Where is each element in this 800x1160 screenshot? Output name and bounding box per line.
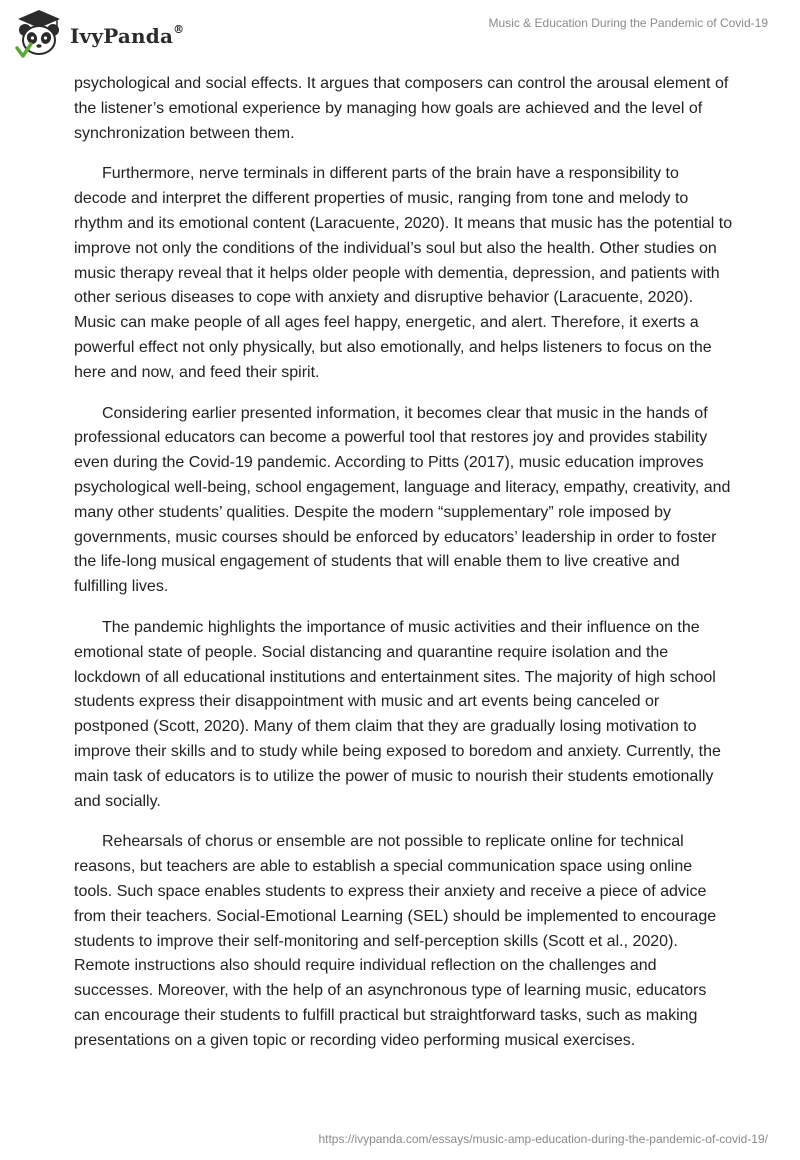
paragraph: Furthermore, nerve terminals in different parts of the brain have a responsibility to decode and interpret the different properties of music, ranging from tone and melody to rhythm and its emotional content (Laracuente, 2020). It means that music has the potential to improve not only the conditions of the individual’s soul but also the health. Other studies on music therapy reveal that it helps older people with dementia, depression, and patients with other serious diseases to cope with anxiety and disruptive behavior (Laracuente, 2020). Music can make people of all ages feel happy, energetic, and alert. Therefore, it exerts a powerful effect not only physically, but also emotionally, and helps listeners to focus on the here and now, and feed their spirit. [74, 165, 733, 381]
document-title: Music & Education During the Pandemic of Covid-19 [488, 16, 768, 30]
paragraph: Considering earlier presented information, it becomes clear that music in the hands of professional educators can become a powerful tool that restores joy and provides stability even during the Covid-19 pandemic. According to Pitts (2017), music education improves psychological well-being, school engagement, language and literacy, empathy, creativity, and many other students’ qualities. Despite the modern “supplementary” role imposed by governments, music courses should be enforced by educators’ leadership in order to foster the life-long musical engagement of students that will enable them to live creative and fulfilling lives. [74, 404, 731, 596]
paragraph: psychological and social effects. It argues that composers can control the arousal element of the listener’s emotional experience by managing how goals are achieved and the level of synchronization between them. [74, 75, 729, 142]
page-header [0, 0, 800, 66]
source-url[interactable]: https://ivypanda.com/essays/music-amp-education-during-the-pandemic-of-covid-19/ [318, 1132, 768, 1146]
logo-wordmark [70, 24, 184, 48]
paragraph: Rehearsals of chorus or ensemble are not possible to replicate online for technical reasons, but teachers are able to establish a special communication space using online tools. Such space enables students to express their anxiety and receive a piece of advice from their teachers. Social-Emotional Learning (SEL) should be implemented to encourage students to improve their self-monitoring and self-perception skills (Scott et al., 2020). Remote instructions also should require individual reflection on the challenges and successes. Moreover, with the help of an asynchronous type of learning music, educators can encourage their students to fulfill practical but straightforward tasks, such as making presentations on a given topic or recording video performing musical exercises. [74, 833, 717, 1049]
essay-body [74, 72, 734, 1069]
paragraph: The pandemic highlights the importance of music activities and their influence on the emotional state of people. Social distancing and quarantine require isolation and the lockdown of all educational institutions and entertainment sites. The majority of high school students express their disappointment with music and art events being canceled or postponed (Scott, 2020). Many of them claim that they are gradually losing motivation to improve their skills and to study while being exposed to boredom and anxiety. Currently, the main task of educators is to utilize the power of music to nourish their students emotionally and socially. [74, 618, 721, 810]
panda-graduate-icon [14, 8, 64, 60]
logo-text: IvyPanda [70, 24, 174, 48]
ivypanda-logo[interactable] [14, 8, 184, 60]
registered-mark: ® [173, 23, 185, 37]
